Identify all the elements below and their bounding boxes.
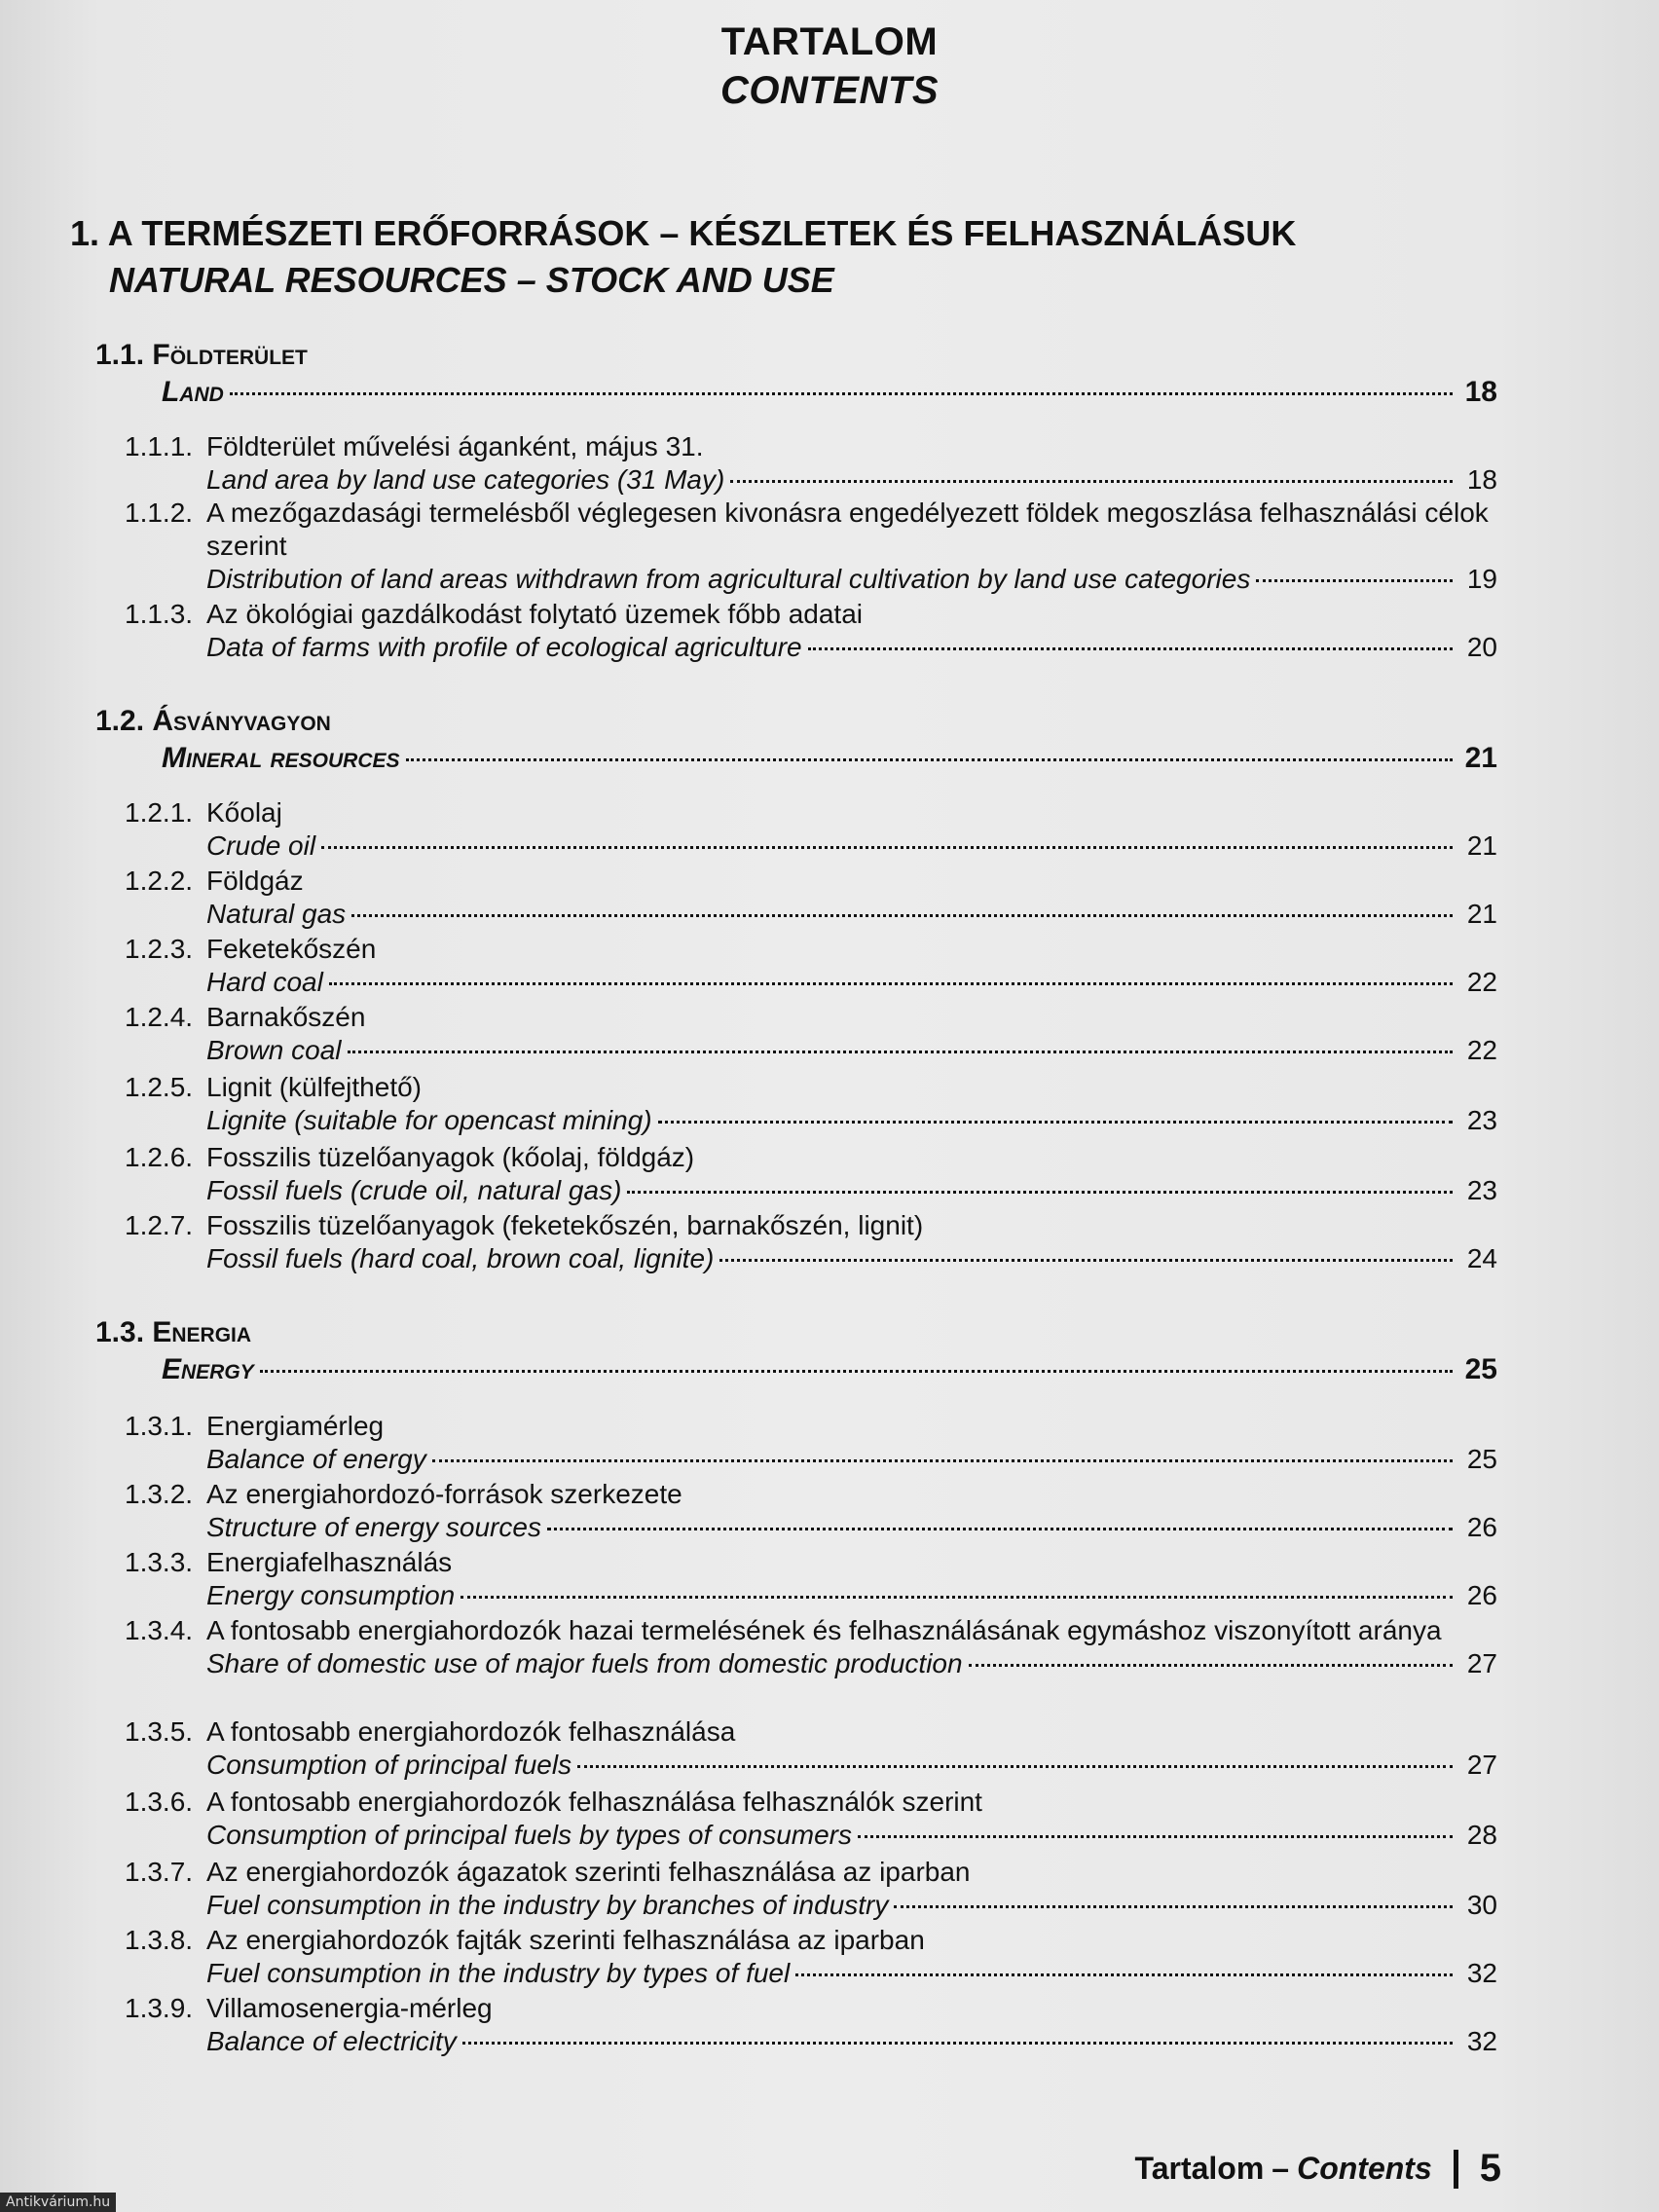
toc-entry-1-3-6[interactable] bbox=[125, 1786, 1497, 1852]
toc-entry-1-3-9[interactable] bbox=[125, 1992, 1497, 2058]
toc-entry-1-2-1[interactable] bbox=[125, 796, 1497, 863]
entry-title-en: Balance of electricity bbox=[206, 2026, 457, 2056]
toc-entry-1-2-3[interactable] bbox=[125, 933, 1497, 999]
entry-number: 1.3.5. bbox=[125, 1716, 194, 1747]
leader-dots bbox=[321, 846, 1453, 849]
entry-title-hu: Földterület művelési áganként, május 31. bbox=[206, 431, 704, 461]
toc-entry-1-2-6[interactable] bbox=[125, 1141, 1497, 1207]
entry-title-hu: A fontosabb energiahordozók felhasználása bbox=[206, 1716, 736, 1747]
toc-entry-1-2-5[interactable] bbox=[125, 1071, 1497, 1137]
section-title-en: Energy bbox=[162, 1353, 254, 1385]
entry-number: 1.2.6. bbox=[125, 1142, 194, 1172]
leader-dots bbox=[348, 1051, 1453, 1053]
chapter-title-hu: 1. A TERMÉSZETI ERŐFORRÁSOK – KÉSZLETEK ÉS FELHASZNÁLÁSUK bbox=[70, 213, 1297, 253]
footer-page-number: 5 bbox=[1479, 2147, 1501, 2190]
entry-title-hu: Villamosenergia-mérleg bbox=[206, 1993, 493, 2023]
leader-dots bbox=[627, 1191, 1453, 1194]
toc-entry-1-3-7[interactable] bbox=[125, 1856, 1497, 1922]
entry-number: 1.1.3. bbox=[125, 599, 194, 629]
entry-title-en: Energy consumption bbox=[206, 1580, 456, 1610]
entry-title-hu: Az energiahordozók ágazatok szerinti felhasználása az iparban bbox=[206, 1857, 971, 1887]
entry-number: 1.1.2. bbox=[125, 498, 194, 528]
section-title-hu: 1.1. Földterület bbox=[95, 339, 308, 371]
entry-page-number: 23 bbox=[1466, 1105, 1497, 1135]
toc-entry-1-3-1[interactable] bbox=[125, 1410, 1497, 1476]
entry-title-en: Share of domestic use of major fuels from domestic production bbox=[206, 1648, 963, 1678]
leader-dots bbox=[260, 1370, 1453, 1373]
entry-title-hu: Az energiahordozó-források szerkezete bbox=[206, 1479, 682, 1509]
entry-number: 1.3.9. bbox=[125, 1993, 194, 2023]
section-title-en: Land bbox=[162, 376, 224, 408]
entry-page-number: 32 bbox=[1466, 2026, 1497, 2056]
section-title-hu: 1.3. Energia bbox=[95, 1316, 252, 1348]
title-hu: TARTALOM bbox=[720, 20, 939, 63]
entry-number: 1.3.3. bbox=[125, 1547, 194, 1577]
entry-page-number: 18 bbox=[1466, 464, 1497, 495]
entry-page-number: 23 bbox=[1466, 1175, 1497, 1205]
entry-page-number: 28 bbox=[1466, 1820, 1497, 1850]
chapter-title-en: NATURAL RESOURCES – STOCK AND USE bbox=[109, 260, 834, 300]
entry-number: 1.2.1. bbox=[125, 797, 194, 828]
entry-number: 1.2.3. bbox=[125, 934, 194, 964]
leader-dots bbox=[795, 1973, 1453, 1976]
entry-number: 1.2.5. bbox=[125, 1072, 194, 1102]
entry-number: 1.2.7. bbox=[125, 1210, 194, 1240]
toc-entry-1-1-3[interactable] bbox=[125, 598, 1497, 664]
leader-dots bbox=[230, 392, 1453, 395]
entry-page-number: 20 bbox=[1466, 632, 1497, 662]
page-footer bbox=[1135, 2147, 1501, 2191]
entry-title-hu: Kőolaj bbox=[206, 797, 282, 828]
toc-entry-1-2-2[interactable] bbox=[125, 865, 1497, 931]
toc-entry-1-3-5[interactable] bbox=[125, 1715, 1497, 1782]
entry-page-number: 32 bbox=[1466, 1958, 1497, 1988]
watermark: Antikvárium.hu bbox=[0, 2193, 116, 2212]
entry-title-en: Fossil fuels (hard coal, brown coal, lignite) bbox=[206, 1243, 715, 1273]
leader-dots bbox=[1256, 579, 1453, 582]
entry-title-en: Land area by land use categories (31 May) bbox=[206, 464, 725, 495]
entry-title-hu: Az energiahordozók fajták szerinti felhasználása az iparban bbox=[206, 1925, 925, 1955]
entry-title-hu: Barnakőszén bbox=[206, 1002, 366, 1032]
leader-dots bbox=[461, 1596, 1453, 1599]
entry-title-en: Consumption of principal fuels bbox=[206, 1750, 572, 1780]
leader-dots bbox=[969, 1664, 1453, 1667]
entry-title-en: Fossil fuels (crude oil, natural gas) bbox=[206, 1175, 622, 1205]
entry-title-hu: A fontosabb energiahordozók hazai termelésének és felhasználásának egymáshoz viszonyított aránya bbox=[206, 1615, 1442, 1645]
toc-entry-1-1-1[interactable] bbox=[125, 430, 1497, 497]
section-title-hu: 1.2. Ásványvagyon bbox=[95, 705, 331, 737]
leader-dots bbox=[406, 758, 1453, 761]
entry-number: 1.3.7. bbox=[125, 1857, 194, 1887]
entry-page-number: 26 bbox=[1466, 1580, 1497, 1610]
entry-title-en: Distribution of land areas withdrawn from agricultural cultivation by land use categories bbox=[206, 564, 1251, 594]
title-en: CONTENTS bbox=[720, 69, 939, 112]
section-energy[interactable] bbox=[95, 1314, 1497, 1388]
entry-page-number: 27 bbox=[1466, 1648, 1497, 1678]
entry-title-hu: Földgáz bbox=[206, 866, 304, 896]
leader-dots bbox=[329, 982, 1453, 985]
leader-dots bbox=[730, 480, 1453, 483]
entry-number: 1.3.8. bbox=[125, 1925, 194, 1955]
section-page-number: 18 bbox=[1464, 376, 1497, 408]
leader-dots bbox=[432, 1459, 1453, 1462]
leader-dots bbox=[577, 1765, 1453, 1768]
page-title bbox=[0, 18, 1659, 115]
entry-title-hu: Fosszilis tüzelőanyagok (feketekőszén, barnakőszén, lignit) bbox=[206, 1210, 924, 1240]
toc-entry-1-2-4[interactable] bbox=[125, 1001, 1497, 1067]
entry-title-hu: Fosszilis tüzelőanyagok (kőolaj, földgáz) bbox=[206, 1142, 695, 1172]
toc-entry-1-3-8[interactable] bbox=[125, 1924, 1497, 1990]
entry-page-number: 22 bbox=[1466, 1035, 1497, 1065]
leader-dots bbox=[351, 914, 1453, 917]
section-mineral-resources[interactable] bbox=[95, 703, 1497, 777]
entry-page-number: 27 bbox=[1466, 1750, 1497, 1780]
entry-title-hu: Feketekőszén bbox=[206, 934, 377, 964]
leader-dots bbox=[547, 1528, 1453, 1530]
entry-title-hu: Energiafelhasználás bbox=[206, 1547, 453, 1577]
toc-entry-1-3-2[interactable] bbox=[125, 1478, 1497, 1544]
section-land[interactable] bbox=[95, 337, 1497, 411]
entry-title-en: Structure of energy sources bbox=[206, 1512, 541, 1542]
entry-title-en: Brown coal bbox=[206, 1035, 342, 1065]
leader-dots bbox=[808, 647, 1453, 650]
entry-number: 1.3.1. bbox=[125, 1411, 194, 1441]
entry-page-number: 21 bbox=[1466, 830, 1497, 861]
entry-title-en: Fuel consumption in the industry by types of fuel bbox=[206, 1958, 791, 1988]
entry-title-en: Natural gas bbox=[206, 899, 347, 929]
footer-dash: – bbox=[1272, 2151, 1290, 2186]
chapter-heading bbox=[70, 210, 1296, 304]
entry-number: 1.3.6. bbox=[125, 1787, 194, 1817]
entry-title-en: Hard coal bbox=[206, 967, 323, 997]
entry-page-number: 25 bbox=[1466, 1444, 1497, 1474]
entry-title-hu: A fontosabb energiahordozók felhasználása felhasználók szerint bbox=[206, 1787, 982, 1817]
footer-divider bbox=[1454, 2150, 1458, 2189]
footer-label-hu: Tartalom bbox=[1134, 2151, 1265, 2186]
entry-title-en: Data of farms with profile of ecological agriculture bbox=[206, 632, 802, 662]
entry-number: 1.3.4. bbox=[125, 1615, 194, 1645]
leader-dots bbox=[858, 1835, 1453, 1838]
entry-title-en: Balance of energy bbox=[206, 1444, 426, 1474]
entry-page-number: 22 bbox=[1466, 967, 1497, 997]
section-page-number: 21 bbox=[1464, 742, 1497, 774]
entry-title-en: Crude oil bbox=[206, 830, 316, 861]
toc-entry-1-2-7[interactable] bbox=[125, 1209, 1497, 1275]
entry-title-hu: Energiamérleg bbox=[206, 1411, 385, 1441]
entry-number: 1.2.4. bbox=[125, 1002, 194, 1032]
section-page-number: 25 bbox=[1464, 1353, 1497, 1385]
leader-dots bbox=[658, 1121, 1453, 1124]
toc-entry-1-3-3[interactable] bbox=[125, 1546, 1497, 1612]
leader-dots bbox=[894, 1905, 1453, 1908]
entry-title-en: Consumption of principal fuels by types of consumers bbox=[206, 1820, 852, 1850]
entry-page-number: 26 bbox=[1466, 1512, 1497, 1542]
entry-title-hu: Lignit (külfejthető) bbox=[206, 1072, 423, 1102]
entry-page-number: 30 bbox=[1466, 1890, 1497, 1920]
entry-page-number: 19 bbox=[1466, 564, 1497, 594]
entry-title-hu: Az ökológiai gazdálkodást folytató üzemek főbb adatai bbox=[206, 599, 863, 629]
entry-number: 1.1.1. bbox=[125, 431, 194, 461]
toc-entry-1-1-2[interactable] bbox=[125, 497, 1497, 596]
footer-label-en: Contents bbox=[1297, 2151, 1432, 2186]
entry-number: 1.3.2. bbox=[125, 1479, 194, 1509]
leader-dots bbox=[719, 1259, 1453, 1262]
toc-entry-1-3-4[interactable] bbox=[125, 1614, 1497, 1680]
entry-title-hu: A mezőgazdasági termelésből véglegesen kivonásra engedélyezett földek megoszlása felhasználási célok szerint bbox=[206, 498, 1489, 561]
entry-title-en: Fuel consumption in the industry by branches of industry bbox=[206, 1890, 889, 1920]
section-title-en: Mineral resources bbox=[162, 742, 400, 774]
leader-dots bbox=[462, 2042, 1453, 2045]
entry-number: 1.2.2. bbox=[125, 866, 194, 896]
entry-page-number: 21 bbox=[1466, 899, 1497, 929]
entry-page-number: 24 bbox=[1466, 1243, 1497, 1273]
entry-title-en: Lignite (suitable for opencast mining) bbox=[206, 1105, 652, 1135]
